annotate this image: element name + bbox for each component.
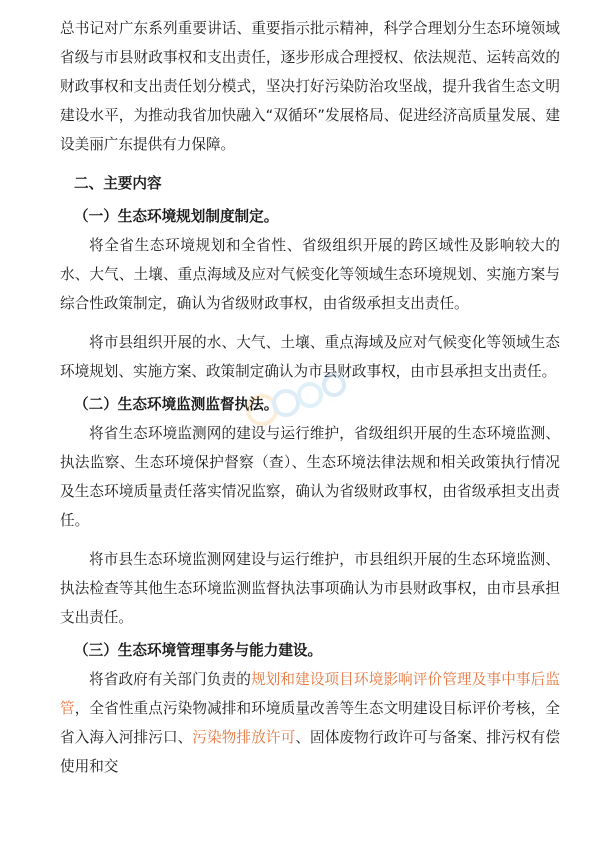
management-text-c: 、固体废物行政许可与备案、排污权有偿使用和交 [60, 729, 560, 775]
subsection-heading-planning: （一）生态环境规划制度制定。 [74, 208, 279, 225]
planning-paragraph-1: 将全省生态环境规划和全省性、省级组织开展的跨区域性及影响较大的水、大气、土壤、重点海域及应对气候变化等领域生态环境规划、实施方案与综合性政策制定，确认为省级财政事权，由省级承担支出责任。 [60, 237, 560, 312]
management-text-a: 将省政府有关部门负责的 [89, 671, 251, 688]
intro-paragraph: 总书记对广东系列重要讲话、重要指示批示精神，科学合理划分生态环境领域省级与市县财政事权和支出责任，逐步形成合理授权、依法规范、运转高效的财政事权和支出责任划分模式，坚决打好污染防治攻坚战，提升我省生态文明建设水平，为推动我省加快融入“双循环”发展格局、促进经济高质量发展、建设美丽广东提供有力保障。 [60, 20, 560, 153]
section-heading-main-content: 二、主要内容 [74, 175, 162, 192]
subsection-heading-management: （三）生态环境管理事务与能力建设。 [74, 642, 323, 659]
subsection-heading-monitoring: （二）生态环境监测监督执法。 [74, 396, 279, 413]
management-paragraph-1 [60, 665, 560, 781]
pollutant-permit-link[interactable]: 污染物排放许可 [192, 729, 296, 746]
planning-paragraph-2: 将市县组织开展的水、大气、土壤、重点海域及应对气候变化等领域生态环境规划、实施方案、政策制定确认为市县财政事权，由市县承担支出责任。 [60, 334, 560, 380]
monitoring-paragraph-1: 将省生态环境监测网的建设与运行维护，省级组织开展的生态环境监测、执法监察、生态环境保护督察（查）、生态环境法律法规和相关政策执行情况及生态环境质量责任落实情况监察，确认为省级财政事权，由省级承担支出责任。 [60, 425, 560, 529]
watermark-logo [240, 365, 360, 435]
management-text-b: ，全省性重点污染物减排和环境质量改善等生态文明建设目标评价考核，全省入海入河排污口、 [60, 700, 560, 746]
eia-supervision-link[interactable]: 规划和建设项目环境影响评价管理及事中事后监管 [60, 671, 560, 717]
monitoring-paragraph-2: 将市县生态环境监测网建设与运行维护，市县组织开展的生态环境监测、执法检查等其他生态环境监测监督执法事项确认为市县财政事权，由市县承担支出责任。 [60, 551, 560, 626]
